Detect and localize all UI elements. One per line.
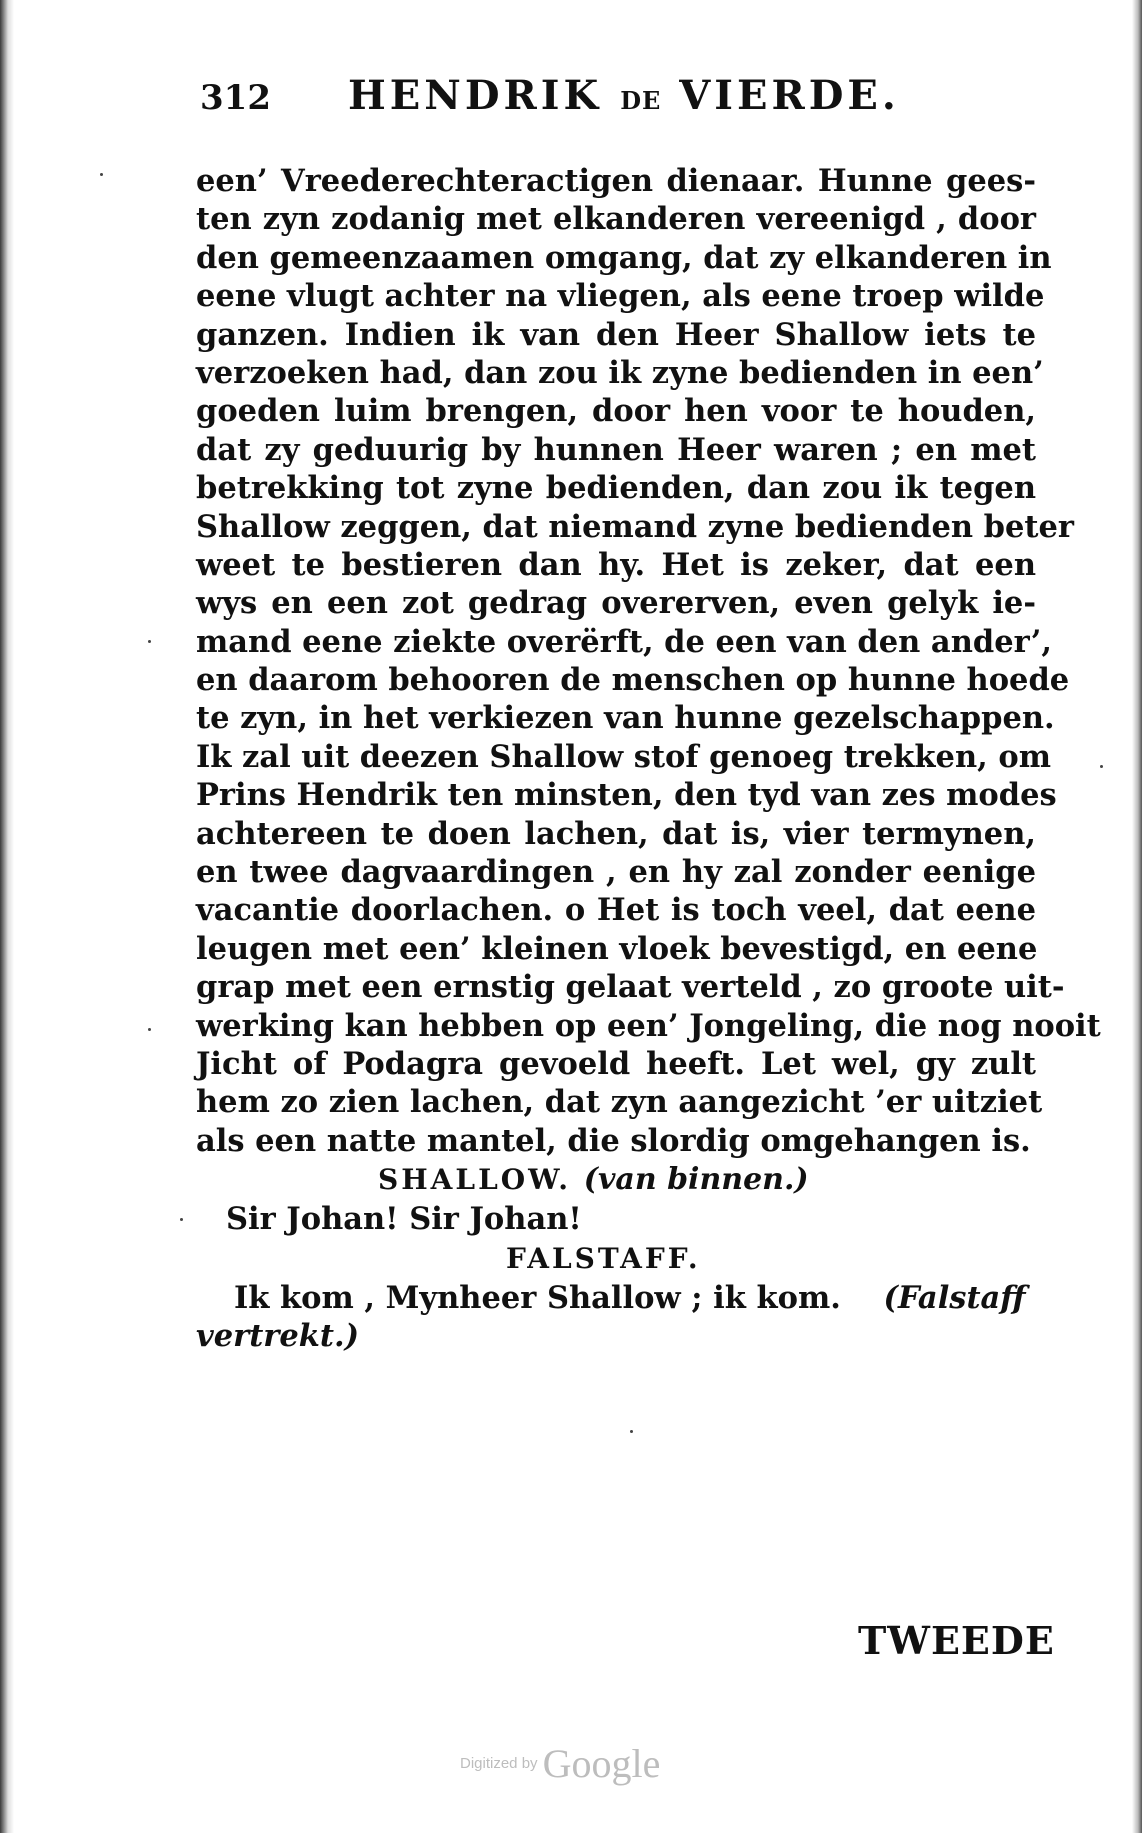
text-line: hem zo zien lachen, dat zyn aangezicht ’er uitziet bbox=[196, 1084, 1043, 1121]
text-line: achtereen te doen lachen, dat is, vier termynen, bbox=[196, 815, 1036, 852]
page-gutter-shadow bbox=[0, 0, 14, 1833]
running-title-part2: VIERDE. bbox=[679, 72, 900, 119]
text-line: wys en een zot gedrag overerven, even gelyk ie- bbox=[196, 585, 1036, 622]
text-line: den gemeenzaamen omgang, dat zy elkanderen in bbox=[196, 239, 1052, 276]
stage-direction-falstaff-cont bbox=[196, 1317, 1036, 1355]
running-title-small: DE bbox=[620, 86, 662, 115]
watermark-prefix: Digitized by bbox=[460, 1755, 538, 1772]
page-number: 312 bbox=[200, 78, 271, 118]
text-line: betrekking tot zyne bedienden, dan zou ik tegen bbox=[196, 470, 1036, 507]
text-line: ten zyn zodanig met elkanderen vereenigd , door bbox=[196, 201, 1036, 238]
speaker-heading-falstaff: FALSTAFF. bbox=[506, 1241, 701, 1275]
text-line: en twee dagvaardingen , en hy zal zonder eenige bbox=[196, 854, 1036, 891]
text-line: als een natte mantel, die slordig omgehangen is. bbox=[196, 1122, 1031, 1159]
text-line: leugen met een’ kleinen vloek bevestigd, en eene bbox=[196, 930, 1038, 967]
page-edge-shadow bbox=[1132, 0, 1142, 1833]
text-line: verzoeken had, dan zou ik zyne bedienden in een’ bbox=[196, 354, 1044, 391]
speaker-name-shallow: SHALLOW. bbox=[378, 1163, 571, 1197]
text-line: Shallow zeggen, dat niemand zyne bedienden beter bbox=[196, 508, 1074, 545]
text-line: eene vlugt achter na vliegen, als eene troep wilde bbox=[196, 278, 1045, 315]
running-head bbox=[200, 72, 1060, 122]
paper-speck bbox=[148, 1028, 151, 1031]
paper-speck bbox=[180, 1218, 183, 1221]
text-line: mand eene ziekte overërft, de een van den ander’, bbox=[196, 623, 1053, 660]
speech-shallow: Sir Johan! Sir Johan! bbox=[226, 1201, 582, 1238]
text-line: Prins Hendrik ten minsten, den tyd van zes modes bbox=[196, 777, 1057, 814]
stage-direction-shallow: (van binnen.) bbox=[583, 1162, 809, 1198]
running-title-part1: HENDRIK bbox=[348, 72, 603, 119]
text-line: een’ Vreederechteractigen dienaar. Hunne gees- bbox=[196, 163, 1036, 199]
text-line: vacantie doorlachen. o Het is toch veel, dat eene bbox=[196, 892, 1036, 929]
paper-speck bbox=[148, 640, 151, 643]
paper-speck bbox=[630, 1430, 633, 1433]
text-line: goeden luim brengen, door hen voor te houden, bbox=[196, 393, 1036, 430]
text-line: en daarom behooren de menschen op hunne hoede bbox=[196, 662, 1070, 699]
text-line: Jicht of Podagra gevoeld heeft. Let wel, gy zult bbox=[196, 1045, 1036, 1082]
text-line: ganzen. Indien ik van den Heer Shallow iets te bbox=[196, 316, 1036, 353]
digitization-watermark bbox=[460, 1740, 660, 1790]
speaker-heading-shallow bbox=[196, 1160, 1036, 1200]
stage-direction-falstaff-line2: vertrekt.) bbox=[196, 1317, 360, 1354]
text-line: Ik zal uit deezen Shallow stof genoeg trekken, om bbox=[196, 738, 1051, 775]
text-line: grap met een ernstig gelaat verteld , zo groote uit- bbox=[196, 969, 1065, 1006]
main-text bbox=[196, 162, 1101, 1355]
paper-speck bbox=[100, 173, 103, 176]
running-title bbox=[348, 72, 900, 119]
text-line: dat zy geduurig by hunnen Heer waren ; en met bbox=[196, 431, 1036, 468]
text-line: werking kan hebben op een’ Jongeling, die nog nooit bbox=[196, 1007, 1101, 1044]
stage-direction-falstaff: (Falstaff bbox=[883, 1279, 1026, 1316]
paper-speck bbox=[1100, 765, 1103, 768]
catchword: TWEEDE bbox=[858, 1618, 1055, 1663]
text-line: te zyn, in het verkiezen van hunne gezelschappen. bbox=[196, 700, 1055, 737]
text-line: weet te bestieren dan hy. Het is zeker, dat een bbox=[196, 546, 1036, 583]
watermark-brand: Google bbox=[542, 1741, 661, 1786]
speech-falstaff-text: Ik kom , Mynheer Shallow ; ik kom. bbox=[234, 1279, 841, 1316]
speech-falstaff bbox=[196, 1279, 1036, 1317]
